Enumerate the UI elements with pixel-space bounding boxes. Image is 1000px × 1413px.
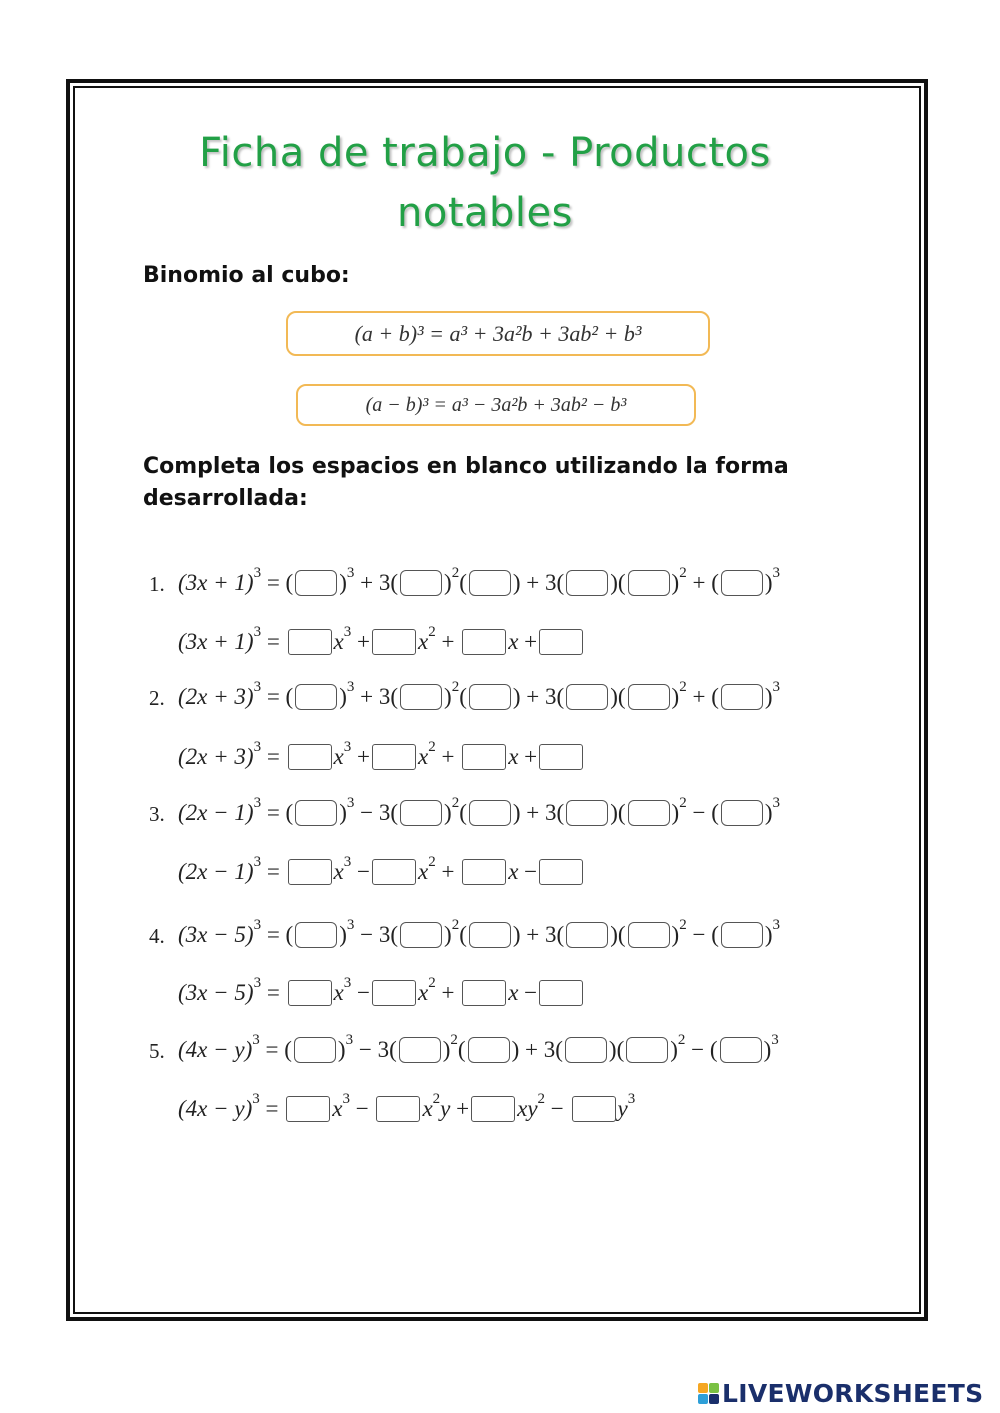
sign: − bbox=[358, 1037, 372, 1062]
blank-input[interactable] bbox=[400, 570, 442, 596]
sign: + bbox=[441, 629, 455, 654]
exercise-4-developed: (3x − 5) $^3$ = x $^3$ − x $^2$ + x − bbox=[178, 976, 585, 1010]
exercise-2-expansion: (2x + 3) $^3$ = ( ) $^3$ + 3( ) $^2$ ( ) + 3( )( ) $^2$ + ( ) $^3$ bbox=[178, 679, 781, 709]
blank-input[interactable] bbox=[721, 922, 763, 948]
worksheet-title-line1: Ficha de trabajo - Productos bbox=[199, 130, 771, 176]
formula-sum-text: (a + b)³ = a³ + 3a²b + 3ab² + b³ bbox=[354, 320, 642, 346]
formula-difference-text: (a − b)³ = a³ − 3a²b + 3ab² − b³ bbox=[365, 393, 627, 416]
blank-input[interactable] bbox=[468, 1037, 510, 1063]
blank-input[interactable] bbox=[295, 684, 337, 710]
blank-input[interactable] bbox=[462, 629, 506, 655]
sign: + bbox=[692, 570, 706, 595]
blank-input[interactable] bbox=[372, 744, 416, 770]
sign: − bbox=[550, 1096, 564, 1121]
blank-input[interactable] bbox=[628, 570, 670, 596]
blank-input[interactable] bbox=[286, 1096, 330, 1122]
blank-input[interactable] bbox=[566, 570, 608, 596]
blank-input[interactable] bbox=[539, 980, 583, 1006]
exercise-lhs: (2x + 3) bbox=[178, 684, 254, 709]
blank-input[interactable] bbox=[469, 922, 511, 948]
blank-input[interactable] bbox=[566, 684, 608, 710]
sign: + bbox=[441, 859, 455, 884]
blank-input[interactable] bbox=[462, 980, 506, 1006]
blank-input[interactable] bbox=[572, 1096, 616, 1122]
sign: + bbox=[441, 744, 455, 769]
blank-input[interactable] bbox=[400, 922, 442, 948]
exercise-number: 5. bbox=[149, 1039, 165, 1063]
sign: − bbox=[357, 859, 370, 884]
blank-input[interactable] bbox=[539, 629, 583, 655]
sign: + bbox=[526, 922, 540, 947]
exercise-lhs: (2x − 1) bbox=[178, 859, 254, 884]
exercise-lhs: (3x − 5) bbox=[178, 922, 254, 947]
blank-input[interactable] bbox=[288, 980, 332, 1006]
blank-input[interactable] bbox=[566, 800, 608, 826]
sign: + bbox=[456, 1096, 470, 1121]
blank-input[interactable] bbox=[469, 684, 511, 710]
blank-input[interactable] bbox=[400, 684, 442, 710]
sign: + bbox=[526, 684, 540, 709]
logo-text: LIVEWORKSHEETS bbox=[722, 1379, 984, 1408]
sign: + bbox=[525, 1037, 538, 1062]
exercise-5-expansion: (4x − y) $^3$ = ( ) $^3$ − 3( ) $^2$ ( ) + 3( )( ) $^2$ − ( ) $^3$ bbox=[178, 1032, 779, 1062]
blank-input[interactable] bbox=[539, 744, 583, 770]
exercise-number: 2. bbox=[149, 686, 165, 710]
blank-input[interactable] bbox=[372, 859, 416, 885]
exercise-number: 3. bbox=[149, 802, 165, 826]
blank-input[interactable] bbox=[295, 922, 337, 948]
blank-input[interactable] bbox=[721, 800, 763, 826]
blank-input[interactable] bbox=[400, 800, 442, 826]
sign: − bbox=[691, 1037, 705, 1062]
exercise-lhs: (3x + 1) bbox=[178, 629, 254, 654]
blank-input[interactable] bbox=[399, 1037, 441, 1063]
blank-input[interactable] bbox=[626, 1037, 668, 1063]
sign: + bbox=[524, 744, 538, 769]
sign: − bbox=[524, 859, 538, 884]
sign: + bbox=[524, 629, 538, 654]
blank-input[interactable] bbox=[295, 570, 337, 596]
sign: + bbox=[357, 629, 370, 654]
blank-input[interactable] bbox=[372, 980, 416, 1006]
exercise-5-developed: (4x − y) $^3$ = x $^3$ − x $^2$ y + xy $^2$ − y $^3$ bbox=[178, 1091, 636, 1121]
sign: + bbox=[357, 744, 370, 769]
blank-input[interactable] bbox=[628, 922, 670, 948]
formula-difference-cube bbox=[296, 384, 696, 426]
blank-input[interactable] bbox=[294, 1037, 336, 1063]
worksheet-title-line2: notables bbox=[397, 190, 573, 236]
blank-input[interactable] bbox=[288, 744, 332, 770]
exercise-lhs: (4x − y) bbox=[178, 1096, 253, 1121]
blank-input[interactable] bbox=[566, 922, 608, 948]
logo-mark-icon bbox=[698, 1383, 719, 1404]
exercise-1-expansion: (3x + 1) $^3$ = ( ) $^3$ + 3( ) $^2$ ( ) + 3( )( ) $^2$ + ( ) $^3$ bbox=[178, 565, 781, 595]
blank-input[interactable] bbox=[288, 859, 332, 885]
blank-input[interactable] bbox=[469, 570, 511, 596]
exercise-lhs: (2x + 3) bbox=[178, 744, 254, 769]
exercise-3-developed: (2x − 1) $^3$ = x $^3$ − x $^2$ + x − bbox=[178, 855, 585, 889]
exercise-lhs: (3x − 5) bbox=[178, 980, 254, 1005]
sign: + bbox=[692, 684, 706, 709]
exercise-number: 4. bbox=[149, 924, 165, 948]
blank-input[interactable] bbox=[295, 800, 337, 826]
instructions-text: Completa los espacios en blanco utilizando la forma desarrollada: bbox=[143, 454, 789, 511]
blank-input[interactable] bbox=[628, 800, 670, 826]
blank-input[interactable] bbox=[462, 859, 506, 885]
binomio-heading: Binomio al cubo: bbox=[143, 263, 350, 288]
blank-input[interactable] bbox=[469, 800, 511, 826]
blank-input[interactable] bbox=[720, 1037, 762, 1063]
exercise-lhs: (3x + 1) bbox=[178, 570, 254, 595]
blank-input[interactable] bbox=[462, 744, 506, 770]
blank-input[interactable] bbox=[565, 1037, 607, 1063]
sign: + bbox=[360, 570, 374, 595]
sign: − bbox=[355, 1096, 369, 1121]
exercise-3-expansion: (2x − 1) $^3$ = ( ) $^3$ − 3( ) $^2$ ( ) + 3( )( ) $^2$ − ( ) $^3$ bbox=[178, 795, 781, 825]
sign: − bbox=[357, 980, 370, 1005]
blank-input[interactable] bbox=[721, 570, 763, 596]
liveworksheets-logo bbox=[698, 1379, 983, 1408]
sign: − bbox=[360, 800, 374, 825]
blank-input[interactable] bbox=[372, 629, 416, 655]
exercise-number: 1. bbox=[149, 572, 165, 596]
exercise-2-developed: (2x + 3) $^3$ = x $^3$ + x $^2$ + x + bbox=[178, 740, 585, 774]
sign: − bbox=[692, 800, 706, 825]
sign: + bbox=[526, 800, 540, 825]
blank-input[interactable] bbox=[628, 684, 670, 710]
sign: − bbox=[692, 922, 706, 947]
sign: + bbox=[360, 684, 374, 709]
blank-input[interactable] bbox=[471, 1096, 515, 1122]
blank-input[interactable] bbox=[721, 684, 763, 710]
exercise-4-expansion: (3x − 5) $^3$ = ( ) $^3$ − 3( ) $^2$ ( ) + 3( )( ) $^2$ − ( ) $^3$ bbox=[178, 917, 781, 947]
blank-input[interactable] bbox=[539, 859, 583, 885]
formula-sum-cube bbox=[286, 311, 710, 356]
sign: + bbox=[441, 980, 455, 1005]
sign: − bbox=[360, 922, 374, 947]
exercise-lhs: (4x − y) bbox=[178, 1037, 253, 1062]
blank-input[interactable] bbox=[376, 1096, 420, 1122]
sign: + bbox=[526, 570, 540, 595]
blank-input[interactable] bbox=[288, 629, 332, 655]
exercise-1-developed: (3x + 1) $^3$ = x $^3$ + x $^2$ + x + bbox=[178, 625, 585, 659]
sign: − bbox=[524, 980, 538, 1005]
exercise-lhs: (2x − 1) bbox=[178, 800, 254, 825]
